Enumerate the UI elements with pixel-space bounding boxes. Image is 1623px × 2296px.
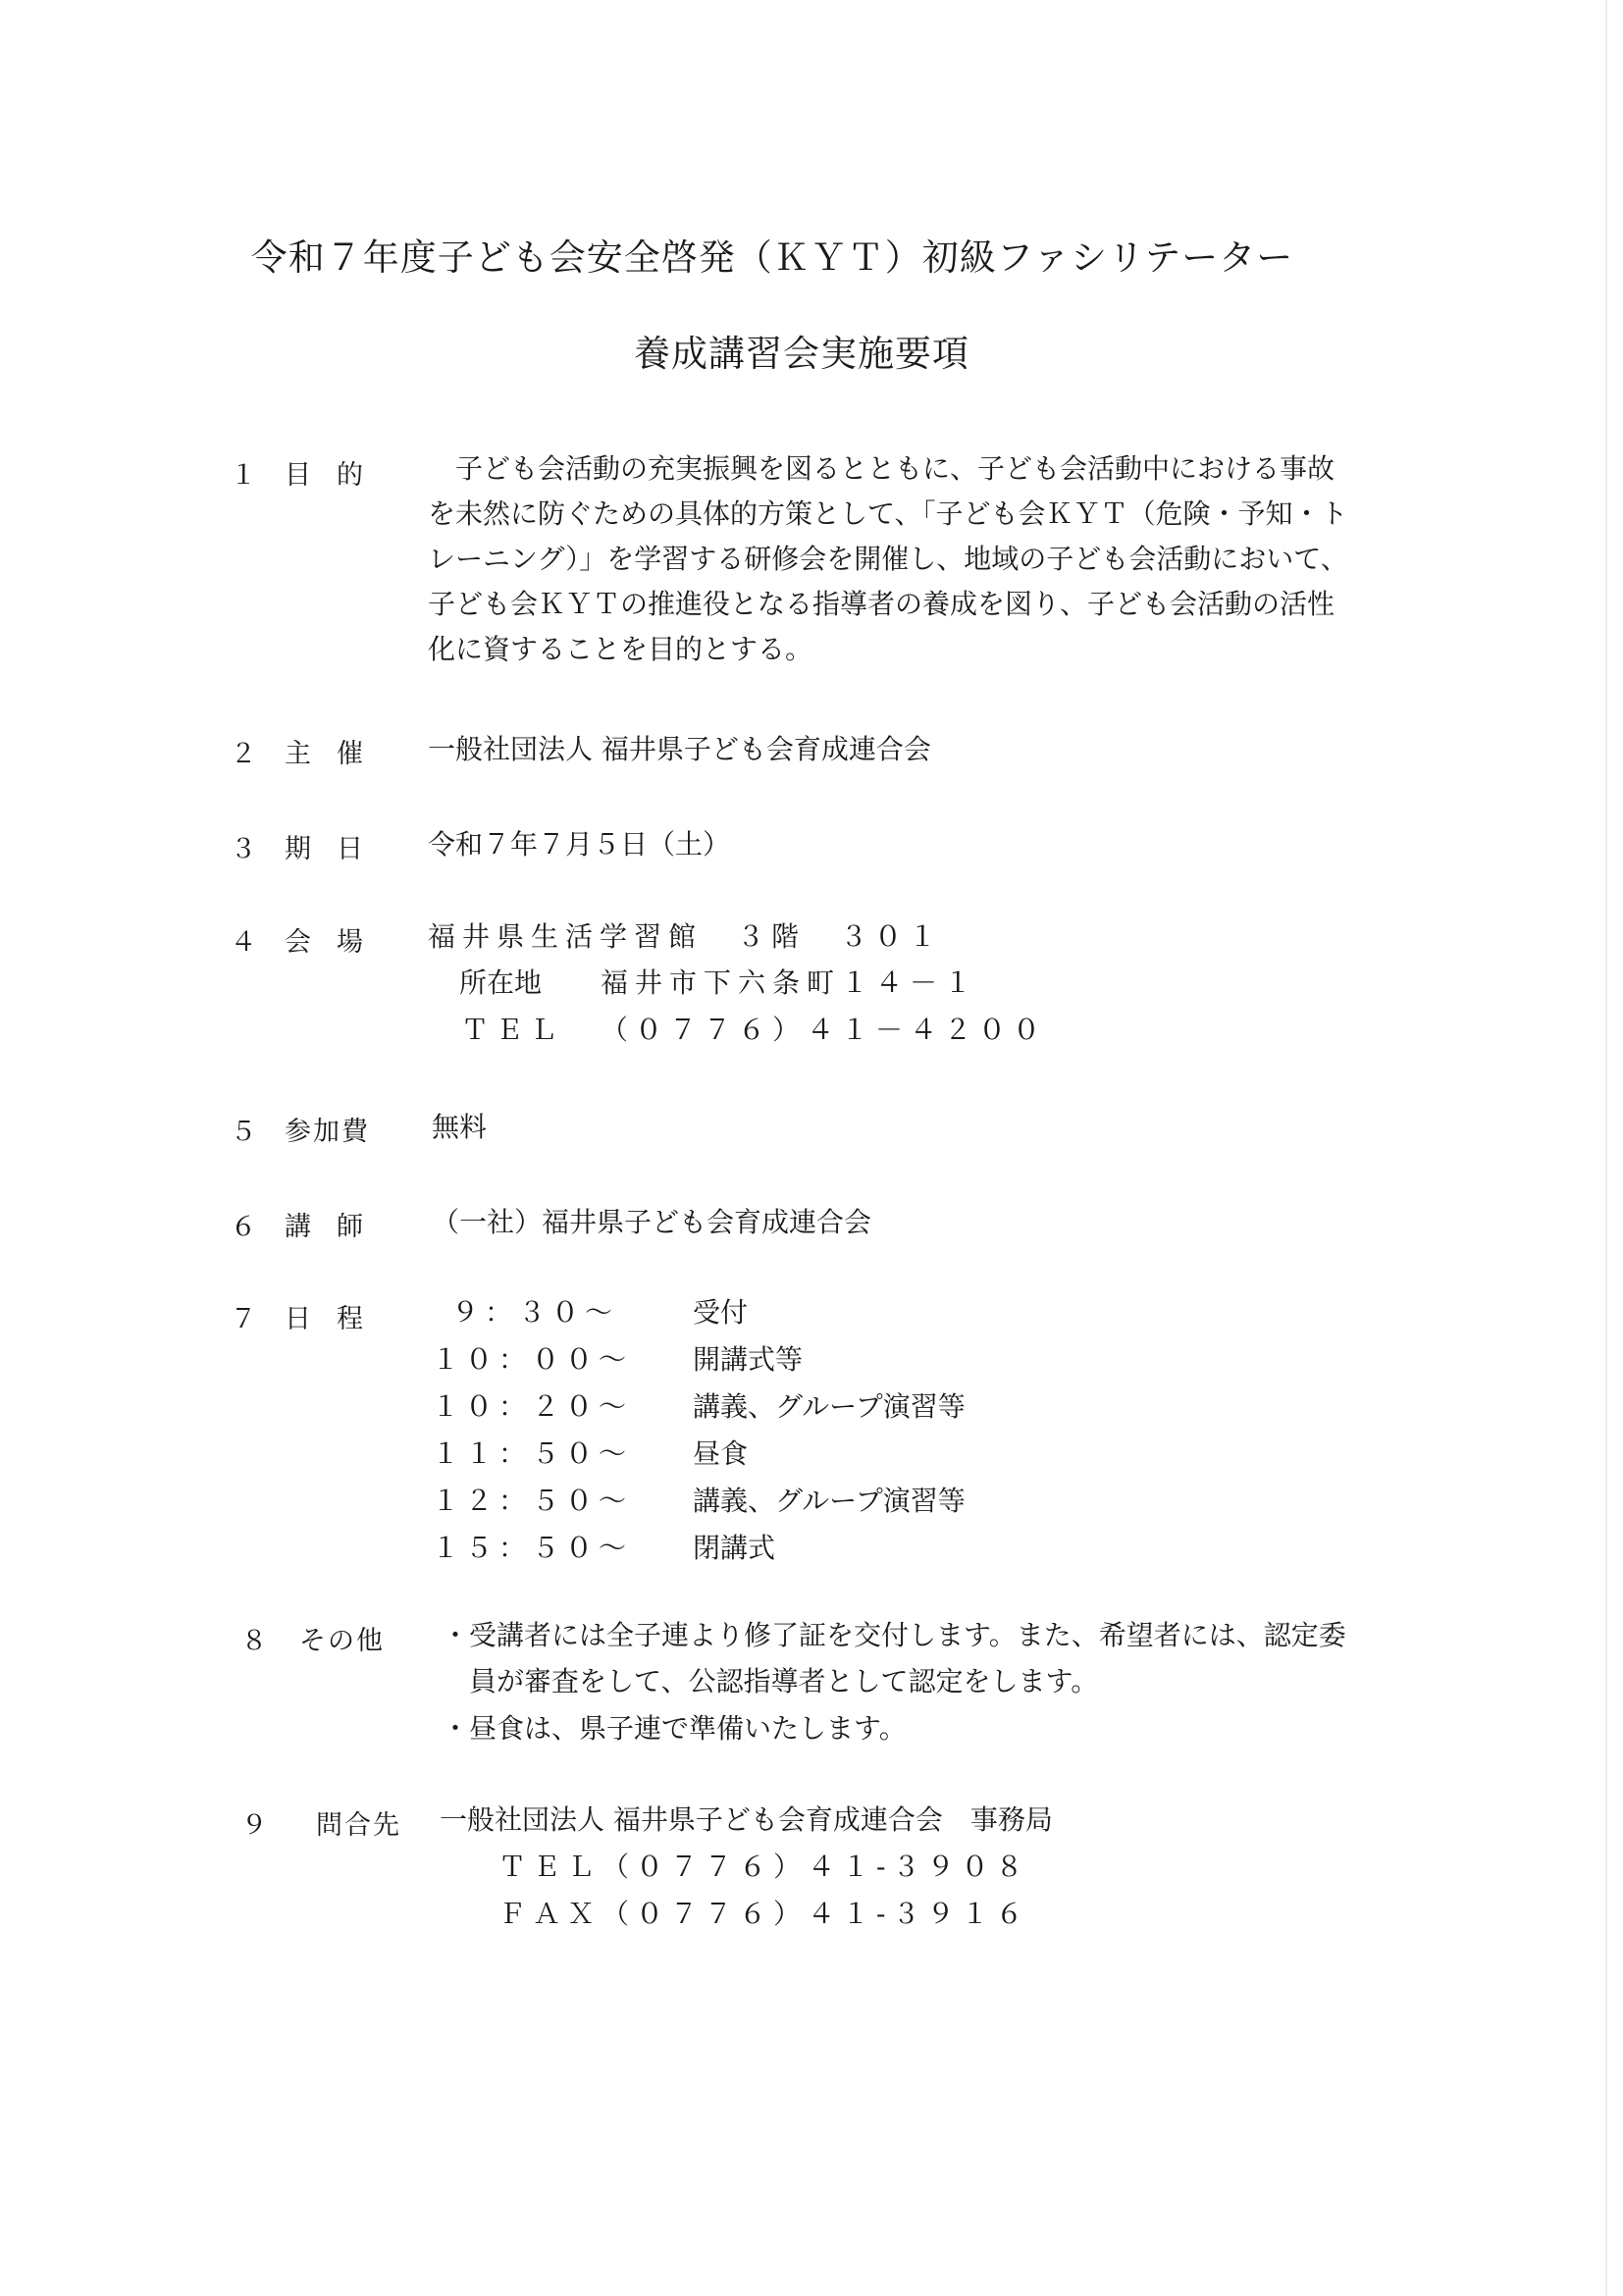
section-label-fee: 参加費: [285, 1117, 370, 1147]
date-text: 令和７年７月５日（土）: [428, 828, 731, 861]
section-label-schedule: 日程: [285, 1304, 389, 1334]
document-title: 令和７年度子ども会安全啓発（ＫＹＴ）初級ファシリテーター: [250, 236, 1294, 279]
section-number-date: ３: [230, 834, 257, 864]
fee-text: 無料: [432, 1111, 488, 1143]
schedule-time: １５：５０～: [432, 1532, 633, 1564]
section-number-other: ８: [240, 1626, 268, 1656]
venue-tel: （０７７６）４１－４２００: [601, 1014, 1048, 1046]
schedule-time: ９：３０～: [450, 1296, 618, 1329]
section-number-venue: ４: [230, 927, 257, 958]
section-label-other: その他: [299, 1626, 385, 1656]
section-label-contact: 問合先: [316, 1810, 401, 1841]
schedule-time: １１：５０～: [432, 1437, 633, 1470]
document-subtitle: 養成講習会実施要項: [634, 333, 969, 375]
section-label-lecturer: 講師: [285, 1212, 389, 1242]
other-line: ・受講者には全子連より修了証を交付します。また、希望者には、認定委: [442, 1619, 1346, 1651]
schedule-activity: 閉講式: [693, 1532, 776, 1564]
section-number-schedule: ７: [230, 1304, 257, 1334]
other-line: 員が審査をして、公認指導者として認定をします。: [442, 1665, 1099, 1697]
section-label-date: 期日: [285, 834, 389, 864]
section-number-purpose: １: [230, 460, 257, 491]
purpose-line: 子ども会ＫＹＴの推進役となる指導者の養成を図り、子ども会活動の活性: [428, 588, 1335, 620]
venue-address: 福井市下六条町１４－１: [601, 966, 979, 999]
contact-tel: ＴＥＬ（０７７６）４１-３９０８: [498, 1851, 1030, 1883]
section-number-lecturer: ６: [230, 1212, 257, 1242]
venue-tel-label: ＴＥＬ: [461, 1014, 565, 1046]
other-line: ・昼食は、県子連で準備いたします。: [442, 1712, 907, 1745]
contact-fax: ＦＡＸ（０７７６）４１-３９１６: [498, 1898, 1030, 1930]
section-label-organizer: 主催: [285, 739, 389, 769]
purpose-line: を未然に防ぐための具体的方策として、「子ども会ＫＹＴ（危険・予知・ト: [428, 497, 1348, 530]
schedule-activity: 受付: [693, 1296, 749, 1329]
venue-address-label: 所在地: [459, 966, 543, 999]
section-number-contact: ９: [240, 1810, 268, 1841]
section-number-fee: ５: [230, 1117, 257, 1147]
schedule-time: １０：２０～: [432, 1390, 633, 1423]
lecturer-text: （一社）福井県子ども会育成連合会: [432, 1206, 872, 1238]
schedule-activity: 講義、グループ演習等: [693, 1485, 966, 1517]
schedule-activity: 開講式等: [693, 1343, 804, 1376]
purpose-line: 子ども会活動の充実振興を図るとともに、子ども会活動中における事故: [428, 452, 1335, 485]
purpose-line: レーニング）」を学習する研修会を開催し、地域の子ども会活動において、: [428, 543, 1348, 575]
organizer-text: 一般社団法人 福井県子ども会育成連合会: [428, 733, 931, 765]
schedule-activity: 講義、グループ演習等: [693, 1390, 966, 1423]
section-label-purpose: 目的: [285, 460, 389, 491]
schedule-activity: 昼食: [693, 1437, 749, 1470]
contact-org: 一般社団法人 福井県子ども会育成連合会 事務局: [440, 1803, 1053, 1836]
schedule-time: １０：００～: [432, 1343, 633, 1376]
venue-name: 福井県生活学習館 ３階 ３０１: [428, 920, 944, 953]
schedule-time: １２：５０～: [432, 1485, 633, 1517]
purpose-line: 化に資することを目的とする。: [428, 633, 813, 665]
section-label-venue: 会場: [285, 927, 389, 958]
section-number-organizer: ２: [230, 739, 257, 769]
